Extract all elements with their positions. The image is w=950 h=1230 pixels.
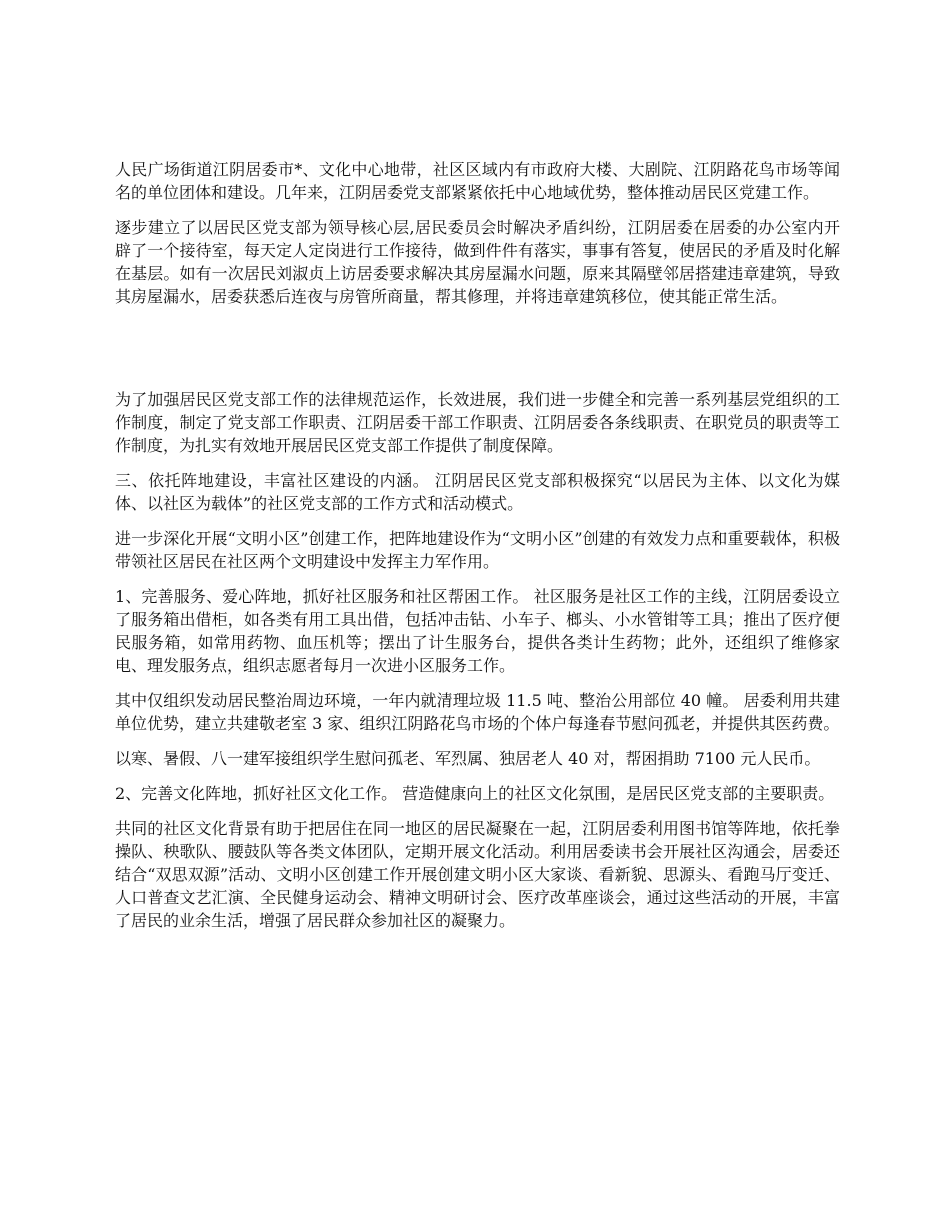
paragraph-8: 以寒、暑假、八一建军接组织学生慰问孤老、军烈属、独居老人 40 对，帮困捐助 7100 元人民币。 — [115, 749, 821, 768]
paragraph-4: 三、依托阵地建设，丰富社区建设的内涵。 江阴居民区党支部积极探究“以居民为主体、以文化为媒体、以社区为载体”的社区党支部的工作方式和活动模式。 — [115, 471, 840, 513]
paragraph-2: 逐步建立了以居民区党支部为领导核心层,居民委员会时解决矛盾纠纷，江阴居委在居委的办公室内开辟了一个接待室，每天定人定岗进行工作接待，做到件件有落实，事事有答复，使居民的矛盾及时化解在基层。如有一次居民刘淑贞上访居委要求解决其房屋漏水问题，原来其隔壁邻居搭建违章建筑，导致其房屋漏水，居委获悉后连夜与房管所商量，帮其修理，并将违章建筑移位，使其能正常生活。 — [115, 218, 840, 306]
paragraph-10: 共同的社区文化背景有助于把居住在同一地区的居民凝聚在一起，江阴居委利用图书馆等阵地，依托拳操队、秧歌队、腰鼓队等各类文体团队，定期开展文化活动。利用居委读书会开展社区沟通会，居委还结合“双思双源”活动、文明小区创建工作开展创建文明小区大家谈、看新貌、思源头、看跑马厅变迁、人口普查文艺汇演、全民健身运动会、精神文明研讨会、医疗改革座谈会，通过这些活动的开展，丰富了居民的业余生活，增强了居民群众参加社区的凝聚力。 — [115, 819, 840, 930]
paragraph-5: 进一步深化开展“文明小区”创建工作，把阵地建设作为“文明小区”创建的有效发力点和重要载体，积极带领社区居民在社区两个文明建设中发挥主力军作用。 — [115, 529, 840, 571]
paragraph-6: 1、完善服务、爱心阵地，抓好社区服务和社区帮困工作。 社区服务是社区工作的主线，江阴居委设立了服务箱出借柜，如各类有用工具出借，包括冲击钻、小车子、榔头、小水管钳等工具；推出了医疗便民服务箱，如常用药物、血压机等；摆出了计生服务台，提供各类计生药物；此外，还组织了维修家电、理发服务点，组织志愿者每月一次进小区服务工作。 — [115, 587, 840, 675]
paragraph-9: 2、完善文化阵地，抓好社区文化工作。 营造健康向上的社区文化氛围，是居民区党支部的主要职责。 — [115, 784, 835, 803]
paragraph-3: 为了加强居民区党支部工作的法律规范运作，长效进展，我们进一步健全和完善一系列基层党组织的工作制度，制定了党支部工作职责、江阴居委干部工作职责、江阴居委各条线职责、在职党员的职责等工作制度，为扎实有效地开展居民区党支部工作提供了制度保障。 — [115, 390, 840, 455]
document-body — [115, 158, 840, 944]
paragraph-7: 其中仅组织发动居民整治周边环境，一年内就清理垃圾 11.5 吨、整治公用部位 40 幢。 居委利用共建单位优势，建立共建敬老室 3 家、组织江阴路花鸟市场的个体户每逢春节慰问孤老，并提供其医药费。 — [115, 691, 840, 733]
paragraph-1: 人民广场街道江阴居委市*、文化中心地带，社区区域内有市政府大楼、大剧院、江阴路花鸟市场等闻名的单位团体和建设。几年来，江阴居委党支部紧紧依托中心地域优势，整体推动居民区党建工作。 — [115, 160, 840, 202]
